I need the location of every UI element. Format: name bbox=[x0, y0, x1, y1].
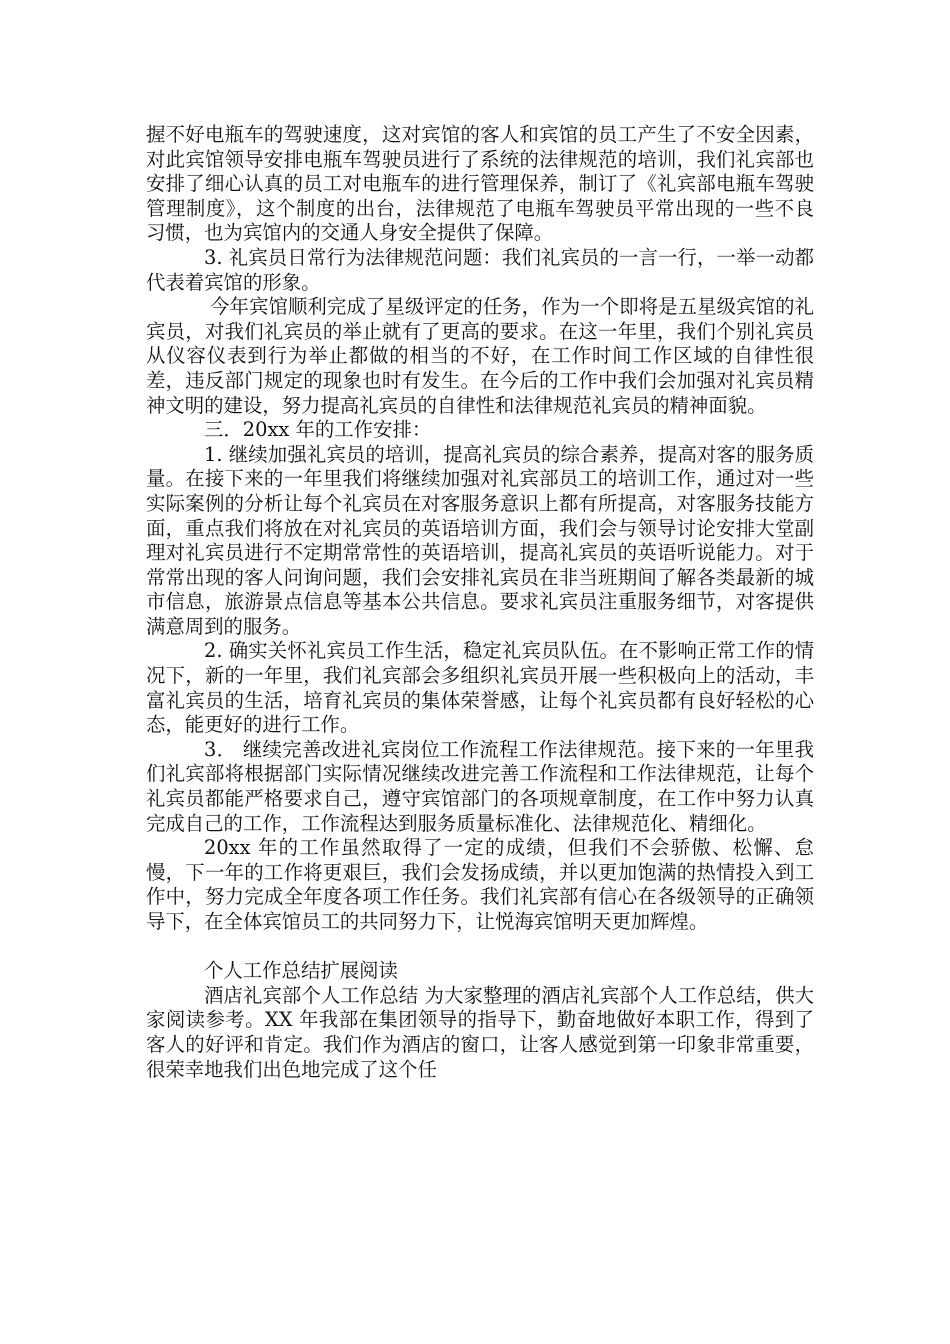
paragraph-conclusion: 20xx 年的工作虽然取得了一定的成绩，但我们不会骄傲、松懈、怠慢，下一年的工作将更艰巨，我们会发扬成绩，并以更加饱满的热情投入到工作中，努力完成全年度各项工作任务。我们礼宾部有信心在各级领导的正确领导下，在全体宾馆员工的共同努力下，让悦海宾馆明天更加辉煌。 bbox=[146, 836, 814, 933]
paragraph-3: 今年宾馆顺利完成了星级评定的任务，作为一个即将是五星级宾馆的礼宾员，对我们礼宾员的举止就有了更高的要求。在这一年里，我们个别礼宾员从仪容仪表到行为举止都做的相当的不好，在工作时间工作区域的自律性很差，违反部门规定的现象也时有发生。在今后的工作中我们会加强对礼宾员精神文明的建设，努力提高礼宾员的自律性和法律规范礼宾员的精神面貌。 bbox=[146, 295, 814, 417]
paragraph-plan-1: 1. 继续加强礼宾员的培训，提高礼宾员的综合素养，提高对客的服务质量。在接下来的一年里我们将继续加强对礼宾部员工的培训工作，通过对一些实际案例的分析让每个礼宾员在对客服务意识上都有所提高，对客服务技能方面，重点我们将放在对礼宾员的英语培训方面，我们会与领导讨论安排大堂副理对礼宾员进行不定期常常性的英语培训，提高礼宾员的英语听说能力。对于常常出现的客人问询问题，我们会安排礼宾员在非当班期间了解各类最新的城市信息，旅游景点信息等基本公共信息。要求礼宾员注重服务细节，对客提供满意周到的服务。 bbox=[146, 442, 814, 638]
blank-line bbox=[146, 935, 814, 960]
paragraph-2: 3. 礼宾员日常行为法律规范问题：我们礼宾员的一言一行，一举一动都代表着宾馆的形象。 bbox=[146, 245, 814, 294]
paragraph-plan-2: 2. 确实关怀礼宾员工作生活，稳定礼宾员队伍。在不影响正常工作的情况下，新的一年里，我们礼宾部会多组织礼宾员开展一些积极向上的活动，丰富礼宾员的生活，培育礼宾员的集体荣誉感，让每个礼宾员都有良好轻松的心态，能更好的进行工作。 bbox=[146, 639, 814, 737]
extended-reading-heading: 个人工作总结扩展阅读 bbox=[204, 959, 398, 983]
document-body bbox=[146, 123, 814, 1082]
paragraph-extended: 酒店礼宾部个人工作总结 为大家整理的酒店礼宾部个人工作总结，供大家阅读参考。XX 年我部在集团领导的指导下，勤奋地做好本职工作，得到了客人的好评和肯定。我们作为酒店的窗口，让客人感觉到第一印象非常重要，很荣幸地我们出色地完成了这个任 bbox=[146, 983, 814, 1081]
paragraph-1: 握不好电瓶车的驾驶速度，这对宾馆的客人和宾馆的员工产生了不安全因素，对此宾馆领导安排电瓶车驾驶员进行了系统的法律规范的培训，我们礼宾部也安排了细心认真的员工对电瓶车的进行管理保养，制订了《礼宾部电瓶车驾驶管理制度》，这个制度的出台，法律规范了电瓶车驾驶员平常出现的一些不良习惯，也为宾馆内的交通人身安全提供了保障。 bbox=[146, 123, 814, 245]
section-heading-3: 三．20xx 年的工作安排： bbox=[204, 418, 432, 442]
paragraph-plan-3: 3． 继续完善改进礼宾岗位工作流程工作法律规范。接下来的一年里我们礼宾部将根据部门实际情况继续改进完善工作流程和工作法律规范，让每个礼宾员都能严格要求自己，遵守宾馆部门的各项规章制度，在工作中努力认真完成自己的工作，工作流程达到服务质量标准化、法律规范化、精细化。 bbox=[146, 737, 814, 835]
